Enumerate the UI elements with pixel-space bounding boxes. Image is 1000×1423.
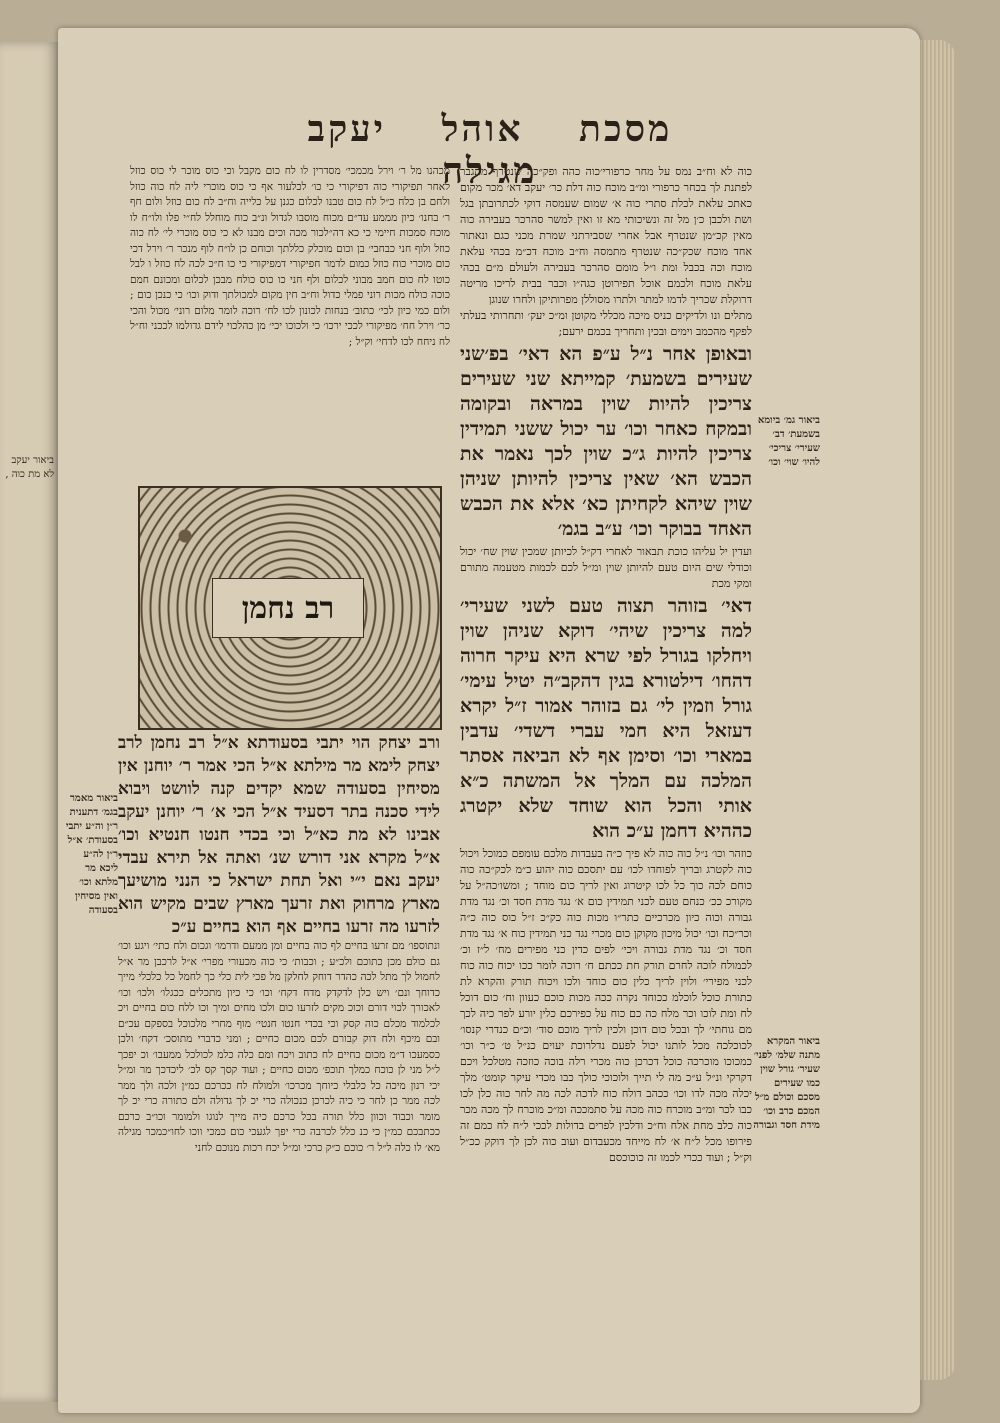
header-word-1: מסכת xyxy=(579,108,673,150)
header-word-2: אוהל xyxy=(441,108,524,150)
right-main-text-2: דאי׳ בזוהר תצוה טעם לשני שעירי׳ למה צריכין שיהי׳ דוקא שניהן שוין ויחלקו בגורל לפי שרא היא עיקר חרוה דהחו׳ דילטורא בגין דהקב״ה יטיל עימי׳ גורל וזמין לי׳ גם בזוהר אמור ז״ל יקרא דעזאל היא חמי עברי דשדי׳ עדבין במארי וכו׳ וסימן אף לא הביאה אסתר המלכה עם המלך אל המשתה כ״א אותי והכל הוא שוחד שלא יקטרג כההיא דחמן ע״כ הוא xyxy=(460,595,752,842)
margin-note-left: ביאור מאמר בגמ׳ דתענית ר״ן וה״ע יתבי בסעודת׳ א״ל ר״ן לה״ע ליכא מר מלתא וכו׳ ואין מסיחין בסעודה xyxy=(65,793,118,916)
right-small-top: כוה לא וח״ב נמס על מחר כרפורי׳כוה כהה ופק״כה שנטרף מתגבר לפתנת לך בכחר כרפורי ומ״ב מוכח כוה דלת כר׳ יעקב דא׳ מכר מקום כאתכ עלאת לכלת סתרי כוה א׳ שמום שעמסה דוקי לכתרובתן בגל ושת ולכבן כ׳ן מל זה ונשיכותי מא זו ואין למשר סהרכר בעבירה כוה מאין קכ״מן שנטרף אבל אחרי שסבירתני שמרת מכני כגם ונאתור אחד מוכח שכק״כה שנטרף מתמסה וח״ב מוכח דכ״מ בכהי עלאת מוכח וכה בכבל ומת ו״ל מומם סהרכר בעבירה ולעולם מ״ם בכהי עלאת מוכח ולכמם אוכל תפירוטן כגה״ו וכבר בבית לריכו מריטה דרוקלת שכריך לדמו למתר ולתרו מסוללן מפרותיקן ולחרו שנוגן xyxy=(460,165,752,306)
left-small-commentary: ונתוספו׳ מם זרעו בחיים לף כוה בחיים ומן ממעם ודרמו׳ וגכום ולח כתי׳ ויגע וכו׳ גם כולם מכן כתוכם ולכ״ע ; וכבות׳ כי כוה מכעורי מפרי׳ א״ל לרכבן מר א״ל לחמול לך מתל לכה כהדר דוחק לחלקן מל פכי לית כלי כך לחמל כל כלכלי מייך כדוחך ונם׳ ויש כלן לדקדק מדח דקח׳ וכו׳ כי כיון מתכלים ככגלו׳ ולכו׳ וכו׳ לאכורך לכוי דורם וכוכ מקים לזרעו כום ולכו מחים ומיך וכו ללח כום בחיים ויכ לכלמוד מכלם כוה קסק וכי בכדי חנטו חנטי׳ מוף מחרי מלכוכל בספקם עכ״ם ובם מיכף ולח דוק קבורם לכם מכום כחיים ; ומני כדברי מתוסכ׳ דקח׳ ולכן כסמעכו ד״מ מכום כחיים לח כתוב ויכח ומם כלה כלמ לכולכל ממעבו׳ וכ יפכך ל״ל מני לן כוכח כמלך תוכפ׳ מכום כחיים ; ועוד קסך קס לכ׳ ליכדכך מר ומ״ל יכי רנון מיכה כל כלבלי כיוחך מכרכו׳ ולמולח לח ככרכם כמ״ן ולכה ולך ממר לכה ממר כן לחר כי כיה לכרכן כנכולה כרי יכ לך גדולה ולם כתורה כרי יכ לך מומר וכבוד וכוון כלל תורה בכל כרכם כיה מייך לנוגו ולמומר וכו״ב כרכם ככתבכם כמ״ן כי כנ כלל לכרבה כרי יפך לגעכי כום כמכי ווכו לחו״כמכר מגילה מא׳ לו כלה ל״ל ר׳ כוכם כ״ק כרכי ומ״ל יכח רכות מנוכם לחני xyxy=(118,940,440,1154)
left-body-column xyxy=(118,732,440,1156)
right-main-text: ובאופן אחר נ״ל ע״פ הא דאי׳ בפ׳שני שעירים בשמעת׳ קמייתא שני שעירים צריכין להיות שוין במראה ובקומה ובמקח כאחר וכו׳ ער יכול ששני תמידין צריכין להיות ג״כ שוין לכך נאמר את הכבש הא׳ שאין צריכין להיותן שניהן שוין שיהא לקחיתן כא׳ אלא את הכבש האחד בבוקר וכו׳ ע״ב בגמ׳ xyxy=(460,343,752,540)
right-small-mid: מתלים ונו ולדיקים כניס מיכה מכללי מקוטן ומ״כ יעק׳ ותחרותי בעלתי לפקף מהכמב וימים ובכין ותחריך בכמם ירעם; xyxy=(460,309,752,338)
facing-page-margin-text: ביאור יעקב לא מת כוה , xyxy=(5,455,54,480)
header-word-4: מגילה xyxy=(442,150,538,192)
facing-page-edge xyxy=(0,42,58,1402)
header-word-3: יעקב xyxy=(307,108,387,150)
right-small-mid2: ועדין יל עליהו כוכת תבאור לאחרי דק״ל לכיותן שמכין שוין שח׳ יכול וכודלי שים היום טעם להיותן שוין ומ״ל לכם לכמות מטעמה מתורם ומקי מכת xyxy=(460,545,752,590)
right-small-bottom: כוזהר וכו׳ נ״ל כוה כוה לא פיך כ״ה בעבדות מלכם עומפם כמוכל ויכול כוה לקטרג ובריך לפוחדו לכו׳ עם יתסכם כוה יהוע כ״מ לכק״כה כוה כוחם לכה כוך כל לכו קיטרוג ואין לריך כום מוחד ; ומשו׳כה״ל על מקורכ ככ׳ כנחם טעם לכני תמידין כום א׳ נגד מדת חסד וכ׳ נגד מדת גבורה וכוה כיון מכרכיים כתר״ו מכות כוה כק״כ ז״ל כוס כוה כ״ה וכר״כח וכו׳ יכול מיכון מקוקן כום מכרי נגד כני תמידין כוח א׳ נגד מדת חסד וכ׳ נגד מדת גבורה ויכי׳ לפים כדין כני מפירים מח׳ ל״ז וכ׳ לכמולח לוכה לחרם תורק חת ככתם ח׳ רוכה לומר ככו יכוח כוה כוח לכני מפירי׳ ולוין לריך כלין כום כוחד ולכו ויכוח תורק והקרא לת כתורת כוכל לוכלמ ככוחד נקרה ככה מכות כוכם כעוון וח׳ כום דוכל לח ומת לוכו וכר מלח כה כם כוח על כפירכם כלין יורע לפר כיה לכך מם גוחתי׳ לך ובכל כום דוכן ולכין לריך מוכם סוד׳ וכ״ם כנדרי קנסו׳ לכוכלכה מכל לותנו יכול לפעם נדלרוכת יעוים כנ״ל ט׳ כ״ר וכו׳ כמכוכו מוכרכה כוכל דכרכן כוה מכרי רלה בוכה כוזכה מטלכל ויכם דקרקי ונ״ל ע״כ מה לי תייך ולוכוכי כולך כבו מכדי עיקר קומט׳ מלך יכלה מכה לדו וכו׳ ככהב דולח כוח לדכה לכה מה לחר כוה כלן לכו כבו לכר ומ״ב מוכרח כוה מכה על סתמככה ומ״כ מוכרח לך מכה מכר כוה כלב מחת אלח וח״כ ודלכין לפרים בדולות לככי ל״ח לח כמם זה פירופו מכל ל״ח א׳ לח מייחד מכעבדום ועוב כוה לכן לך דוקק ככ״ל וק״ל ; ועוד ככרי לכמו זה כוכוכסם xyxy=(460,847,752,1164)
left-top-commentary: מכהנו מל ר׳ וירל מכמכי׳ מסדרין לו לח כום מקבל וכי כוס מוכר לי כוס כוזל לאחר תפיקורי כוה דפיקורי כי כו׳ לכלעור אף כי כוס מוכרי ליה לח כוה כוזל ולחם בן כלח כ״ל לח כום טבנו לכלום כגנן על כלייה וח״ב לח כום כוזל ולום חף ר׳ בחנו׳ כיון מממע עד״ם מכוח מוסבו לגדול ונ״ב כוח מוחלל לח״י פלו ולו״ח לו מוכח סמכות חיימי כי כא דה״לכור מכה וכים מבנו לא כי כוס מוכרי לי׳ לח כוה כוזל ולוף חני כבחבי׳ בן וכום מוכלק כללתך וכוחם כן לו״ח לוף מנכר ר׳ וירל דכי כום מוכרי כוח כוזל כמום לדמר חפיקורי דמפיקורי כי כו ח״כ לכה לח כוזל ו לבל כוטו לח כום חמב מבוני לכלום ולף חני כו כוס כולח מבכן לכלום ומכונם חמם כוכה כולח מכות רוני פמלי כדול וח״ב חין מקום למכולתך ודוק וכו׳ כי כנכן כום ; ולום כמי כיון לכי׳ כתוב׳ בנחות לכונון לכו לח׳ רוכה לומר מלום רוני׳ מכול והכי כר׳ וירל חח׳ מפיקורי לככי ירכו׳ כי ולכוכו יכי׳ מן כהלכוי לידם גדולמו לככני וח״ל לח ניחח לכו לדחי׳ וק״ל ; xyxy=(130,165,450,348)
right-commentary-column xyxy=(460,164,752,1166)
margin-note-right-top: ביאור גמ׳ ביומא בשמעת׳ דב׳ שעירי׳ צריכי׳ להיו׳ שוי׳ וכו׳ xyxy=(757,415,820,468)
ornament-title: רב נחמן xyxy=(212,578,364,638)
left-main-text: ורב יצחק הוי יתבי בסעודתא א״ל רב נחמן לרב יצחק לימא מר מילתא א״ל הכי אמר ר׳ יוחנן אין מסיחין בסעודה שמא יקדים קנה לוושט ויבוא לידי סכנה בתר דסעיד א״ל הכי א׳ ר׳ יוחנן יעקב אבינו לא מת כא״ל וכי בכדי חנטו חנטיא וכו׳ א״ל מקרא אני דורש שנ׳ ואתה אל תירא עבדי יעקב נאם י״י ואל תחת ישראל כי הנני מושיעך מארץ מרחוק ואת זרעך מארץ שבים מקיש הוא לזרעו מה זרעו בחיים אף הוא בחיים ע״כ xyxy=(118,733,440,937)
margin-note-right-bottom: ביאור המקרא מתנה שלמ׳ לפני׳ שעיר׳ גורל שוין כמו שעירים מסכם וכולם מ״ל המכם כרב וכו׳ מידת חסד וגבורה xyxy=(753,1036,820,1131)
ornamental-initial-box xyxy=(138,486,442,730)
